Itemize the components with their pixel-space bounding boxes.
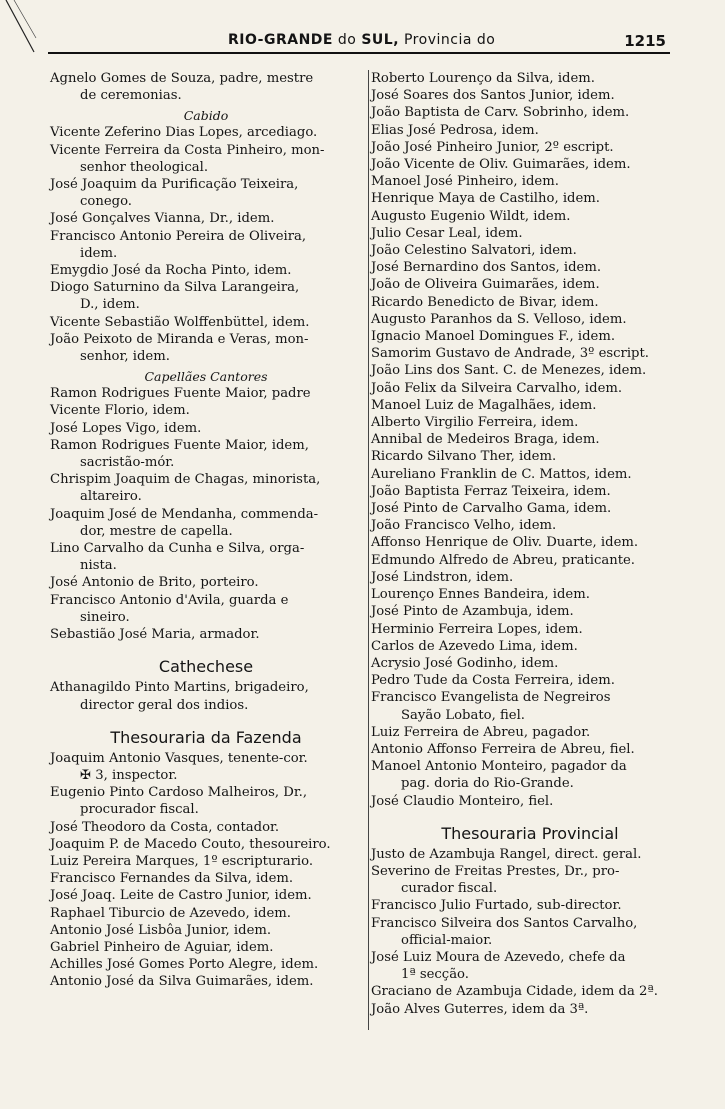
entry-line: Henrique Maya de Castilho, idem. bbox=[371, 191, 600, 207]
entry-line: José Pinto de Azambuja, idem. bbox=[371, 604, 574, 620]
entry-line: Lino Carvalho da Cunha e Silva, orga- bbox=[50, 541, 305, 557]
entry-line: Achilles José Gomes Porto Alegre, idem. bbox=[50, 957, 319, 973]
entry-continuation: conego. bbox=[80, 194, 132, 210]
entry-line: Vicente Zeferino Dias Lopes, arcediago. bbox=[50, 125, 318, 141]
entry-line: Emygdio José da Rocha Pinto, idem. bbox=[50, 263, 292, 279]
header-title-bold2: SUL, bbox=[361, 32, 400, 48]
entry-continuation: 1ª secção. bbox=[401, 967, 469, 983]
entry-line: Acrysio José Godinho, idem. bbox=[371, 655, 559, 671]
entry-continuation: pag. doria do Rio-Grande. bbox=[401, 776, 574, 792]
entry-line: João Felix da Silveira Carvalho, idem. bbox=[371, 380, 623, 396]
entry-line: João Alves Guterres, idem da 3ª. bbox=[371, 1001, 589, 1017]
entry-line: Aureliano Franklin de C. Mattos, idem. bbox=[371, 466, 632, 482]
entry-continuation: D., idem. bbox=[80, 297, 140, 313]
entry-line: Antonio José Lisbôa Junior, idem. bbox=[50, 922, 272, 938]
entry-continuation: curador fiscal. bbox=[401, 881, 498, 897]
entry-line: João Vicente de Oliv. Guimarães, idem. bbox=[371, 157, 631, 173]
entry-line: Manoel José Pinheiro, idem. bbox=[371, 174, 559, 190]
entry-continuation: Sayão Lobato, fiel. bbox=[401, 707, 525, 723]
section-heading: Thesouraria Provincial bbox=[441, 823, 619, 843]
entry-line: José Luiz Moura de Azevedo, chefe da bbox=[371, 949, 626, 965]
subsection-heading: Cabido bbox=[183, 108, 229, 124]
header-title bbox=[228, 32, 495, 48]
left-column bbox=[50, 70, 362, 991]
entry-line: Antonio Affonso Ferreira de Abreu, fiel. bbox=[371, 741, 635, 757]
entry-line: Manoel Luiz de Magalhães, idem. bbox=[371, 397, 597, 413]
entry-line: Francisco Evangelista de Negreiros bbox=[371, 690, 611, 706]
entry-line: Augusto Paranhos da S. Velloso, idem. bbox=[371, 311, 627, 327]
entry-line: João Francisco Velho, idem. bbox=[371, 518, 557, 534]
entry-line: Luiz Ferreira de Abreu, pagador. bbox=[371, 724, 591, 740]
entry-line: Francisco Silveira dos Santos Carvalho, bbox=[371, 915, 638, 931]
entry-line: João José Pinheiro Junior, 2º escript. bbox=[371, 139, 614, 155]
header-title-bold: RIO-GRANDE bbox=[228, 32, 333, 48]
entry-line: Francisco Fernandes da Silva, idem. bbox=[50, 871, 294, 887]
entry-line: Edmundo Alfredo de Abreu, praticante. bbox=[371, 552, 635, 568]
entry-line: Lourenço Ennes Bandeira, idem. bbox=[371, 587, 590, 603]
entry-line: Joaquim José de Mendanha, commenda- bbox=[50, 506, 319, 522]
entry-line: Antonio José da Silva Guimarães, idem. bbox=[50, 974, 314, 990]
entry-line: Ricardo Benedicto de Bivar, idem. bbox=[371, 294, 599, 310]
header-title-mid: do bbox=[337, 32, 357, 48]
entry-line: Annibal de Medeiros Braga, idem. bbox=[371, 432, 600, 448]
entry-line: João Baptista de Carv. Sobrinho, idem. bbox=[371, 105, 630, 121]
entry-continuation: idem. bbox=[80, 245, 118, 261]
entry-continuation: official-maior. bbox=[401, 932, 493, 948]
section-heading: Thesouraria da Fazenda bbox=[110, 727, 302, 747]
entry-line: Julio Cesar Leal, idem. bbox=[371, 225, 523, 241]
entry-line: José Joaquim da Purificação Teixeira, bbox=[50, 177, 299, 193]
entry-line: José Lopes Vigo, idem. bbox=[50, 420, 202, 436]
entry-line: Diogo Saturnino da Silva Larangeira, bbox=[50, 280, 300, 296]
entry-line: João Celestino Salvatori, idem. bbox=[371, 243, 577, 259]
entry-continuation: dor, mestre de capella. bbox=[80, 523, 233, 539]
entry-continuation: nista. bbox=[80, 558, 117, 574]
entry-line: Francisco Julio Furtado, sub-director. bbox=[371, 898, 622, 914]
entry-line: Justo de Azambuja Rangel, direct. geral. bbox=[371, 846, 642, 862]
entry-continuation: ✠ 3, inspector. bbox=[80, 767, 178, 783]
entry-continuation: senhor theological. bbox=[80, 159, 209, 175]
entry-continuation: sacristão-mór. bbox=[80, 455, 175, 471]
entry-line: João Lins dos Sant. C. de Menezes, idem. bbox=[371, 363, 647, 379]
entry-line: João Baptista Ferraz Teixeira, idem. bbox=[371, 483, 611, 499]
entry-line: José Antonio de Brito, porteiro. bbox=[50, 575, 259, 591]
entry-line: Affonso Henrique de Oliv. Duarte, idem. bbox=[371, 535, 639, 551]
entry-line: Ramon Rodrigues Fuente Maior, padre bbox=[50, 386, 311, 402]
entry-line: Luiz Pereira Marques, 1º escripturario. bbox=[50, 853, 314, 869]
entry-line: Agnelo Gomes de Souza, padre, mestre bbox=[50, 71, 314, 86]
entry-line: João de Oliveira Guimarães, idem. bbox=[371, 277, 600, 293]
entry-line: José Joaq. Leite de Castro Junior, idem. bbox=[50, 888, 312, 904]
entry-continuation: altareiro. bbox=[80, 489, 142, 505]
entry-continuation: procurador fiscal. bbox=[80, 802, 199, 818]
page-number: 1215 bbox=[624, 32, 666, 50]
entry-line: Graciano de Azambuja Cidade, idem da 2ª. bbox=[371, 984, 658, 1000]
entry-line: Raphael Tiburcio de Azevedo, idem. bbox=[50, 905, 291, 921]
page-header bbox=[48, 30, 670, 54]
entry-line: Elias José Pedrosa, idem. bbox=[371, 122, 539, 138]
entry-continuation: sineiro. bbox=[80, 609, 130, 625]
entry-line: Sebastião José Maria, armador. bbox=[50, 627, 260, 643]
entry-line: José Claudio Monteiro, fiel. bbox=[371, 793, 554, 809]
entry-continuation: senhor, idem. bbox=[80, 349, 170, 365]
header-title-rest: Provincia do bbox=[403, 32, 496, 48]
entry-line: Roberto Lourenço da Silva, idem. bbox=[371, 71, 595, 86]
entry-line: Francisco Antonio Pereira de Oliveira, bbox=[50, 228, 307, 244]
entry-line: Ignacio Manoel Domingues F., idem. bbox=[371, 329, 616, 345]
entry-line: José Lindstron, idem. bbox=[371, 569, 514, 585]
entry-line: Augusto Eugenio Wildt, idem. bbox=[371, 208, 571, 224]
entry-line: Vicente Ferreira da Costa Pinheiro, mon- bbox=[50, 142, 325, 158]
entry-line: João Peixoto de Miranda e Veras, mon- bbox=[50, 331, 309, 347]
subsection-heading: Capellães Cantores bbox=[144, 369, 268, 385]
entry-line: José Theodoro da Costa, contador. bbox=[50, 819, 280, 835]
entry-line: Ramon Rodrigues Fuente Maior, idem, bbox=[50, 437, 309, 453]
entry-line: Severino de Freitas Prestes, Dr., pro- bbox=[371, 863, 620, 879]
entry-line: Vicente Sebastião Wolffenbüttel, idem. bbox=[50, 314, 310, 330]
entry-line: Francisco Antonio d'Avila, guarda e bbox=[50, 592, 289, 608]
right-column bbox=[368, 70, 689, 1030]
entry-line: Carlos de Azevedo Lima, idem. bbox=[371, 638, 578, 654]
entry-line: José Bernardino dos Santos, idem. bbox=[371, 260, 602, 276]
entry-line: Athanagildo Pinto Martins, brigadeiro, bbox=[50, 680, 309, 696]
entry-line: José Soares dos Santos Junior, idem. bbox=[371, 88, 615, 104]
entry-line: Samorim Gustavo de Andrade, 3º escript. bbox=[371, 346, 649, 362]
entry-line: Chrispim Joaquim de Chagas, minorista, bbox=[50, 472, 321, 488]
entry-line: Alberto Virgilio Ferreira, idem. bbox=[371, 415, 579, 431]
entry-line: Herminio Ferreira Lopes, idem. bbox=[371, 621, 583, 637]
entry-continuation: de ceremonias. bbox=[80, 88, 182, 104]
entry-line: José Gonçalves Vianna, Dr., idem. bbox=[50, 211, 275, 227]
entry-line: Eugenio Pinto Cardoso Malheiros, Dr., bbox=[50, 785, 308, 801]
section-heading: Cathechese bbox=[158, 657, 254, 677]
entry-line: Pedro Tude da Costa Ferreira, idem. bbox=[371, 673, 615, 689]
entry-line: Manoel Antonio Monteiro, pagador da bbox=[371, 759, 627, 775]
entry-line: Joaquim Antonio Vasques, tenente-cor. bbox=[50, 750, 308, 766]
entry-line: Vicente Florio, idem. bbox=[50, 403, 190, 419]
entry-continuation: director geral dos indios. bbox=[80, 697, 249, 713]
entry-line: Ricardo Silvano Ther, idem. bbox=[371, 449, 557, 465]
entry-line: José Pinto de Carvalho Gama, idem. bbox=[371, 501, 612, 517]
entry-line: Joaquim P. de Macedo Couto, thesoureiro. bbox=[50, 836, 331, 852]
entry-line: Gabriel Pinheiro de Aguiar, idem. bbox=[50, 939, 274, 955]
